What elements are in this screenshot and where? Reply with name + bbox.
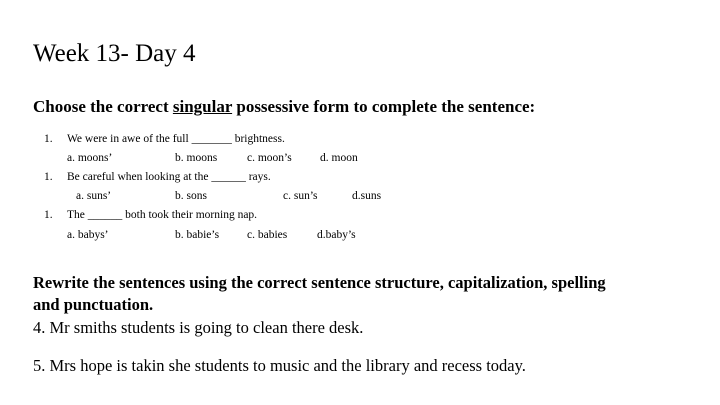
option-b: b. babie’s	[175, 229, 220, 241]
question-number: 1.	[44, 171, 53, 183]
question-sentence: We were in awe of the full _______ brightness.	[67, 133, 285, 145]
option-d: d. moon	[320, 152, 358, 164]
option-c: c. moon’s	[247, 152, 292, 164]
rewrite-heading-line1: Rewrite the sentences using the correct sentence structure, capitalization, spelling	[33, 273, 606, 292]
rewrite-sentence-5: 5. Mrs hope is takin she students to music and the library and recess today.	[33, 356, 526, 375]
option-a: a. moons’	[67, 152, 113, 164]
rewrite-sentence-4: 4. Mr smiths students is going to clean there desk.	[33, 318, 364, 337]
rewrite-heading-line2: and punctuation.	[33, 295, 154, 314]
question-sentence: Be careful when looking at the ______ rays.	[67, 171, 271, 183]
option-d: d.baby’s	[317, 229, 356, 241]
instruction-after: possessive form to complete the sentence:	[232, 97, 536, 116]
option-d: d.suns	[352, 190, 382, 202]
option-a: a. babys’	[67, 229, 109, 241]
question-number: 1.	[44, 209, 53, 221]
option-b: b. moons	[175, 152, 218, 164]
option-c: c. sun’s	[283, 190, 318, 202]
option-b: b. sons	[175, 190, 207, 202]
question-number: 1.	[44, 133, 53, 145]
instruction	[33, 97, 535, 117]
question-sentence: The ______ both took their morning nap.	[67, 209, 258, 221]
instruction-underlined: singular	[172, 97, 233, 116]
option-c: c. babies	[247, 229, 288, 241]
option-a: a. suns’	[76, 190, 112, 202]
instruction-before: Choose the correct	[33, 97, 173, 116]
page-title: Week 13- Day 4	[33, 40, 196, 67]
